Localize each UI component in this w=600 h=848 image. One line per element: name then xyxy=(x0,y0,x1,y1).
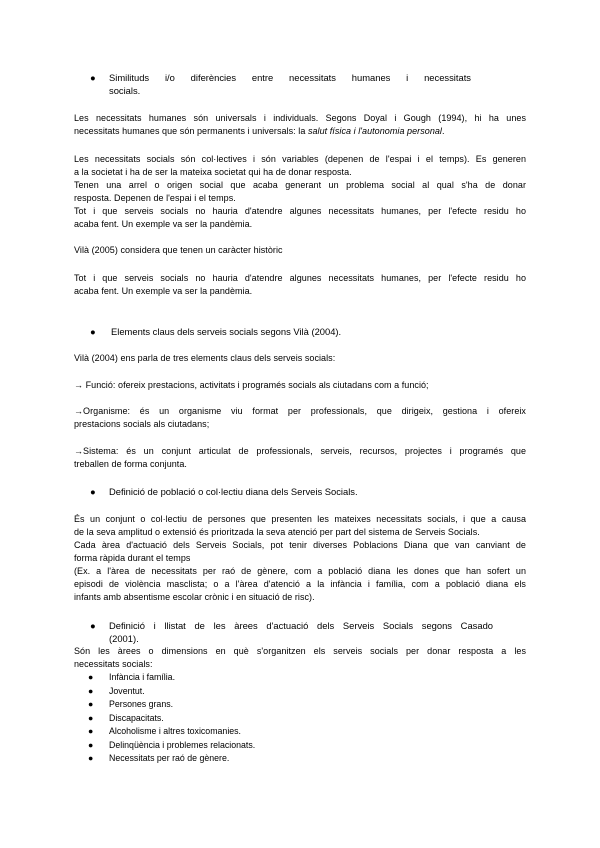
action-areas-list xyxy=(90,671,390,771)
heading-line: socials. xyxy=(109,85,141,96)
paragraph-residual-effect xyxy=(74,272,526,298)
paragraph-target-population xyxy=(74,513,526,604)
text-line: forma ràpida durant el temps xyxy=(74,553,191,563)
text-line: Les necessitats humanes són universals i individuals. Segons Doyal i Gough (1994), hi ha unes xyxy=(74,113,526,123)
paragraph-system xyxy=(74,445,526,471)
list-item-label: Discapacitats. xyxy=(109,712,164,723)
heading-line: Definició de població o col·lectiu diana dels Serveis Socials. xyxy=(109,486,358,497)
bullet-icon: ● xyxy=(90,72,96,83)
text-line: treballen de forma conjunta. xyxy=(74,459,187,469)
list-item-label: Joventut. xyxy=(109,685,145,696)
text-line: Són les àrees o dimensions en què s'organitzen els serveis socials per donar resposta a les xyxy=(74,646,526,656)
list-item-label: Alcoholisme i altres toxicomanies. xyxy=(109,726,242,736)
text-line: resposta. Depenen de l'espai i el temps. xyxy=(74,193,236,203)
italic-text: salut física i l'autonomia personal xyxy=(307,126,442,136)
heading-action-areas xyxy=(90,619,510,647)
text-line: Vilà (2005) considera que tenen un caràcter històric xyxy=(74,245,283,255)
heading-line: Definició i llistat de les àrees d'actuació dels Serveis Socials segons Casado xyxy=(109,620,493,631)
bullet-icon: ● xyxy=(88,726,94,736)
text-line: necessitats socials: xyxy=(74,659,153,669)
text-span: . xyxy=(441,126,445,136)
text-line: de la seva amplitud o extensió és prioritzada la seva atenció per part del sistema de Serveis Socials. xyxy=(74,527,480,537)
bullet-icon: ● xyxy=(90,486,96,497)
bullet-icon: ● xyxy=(88,712,94,723)
text-line: És un conjunt o col·lectiu de persones que presenten les mateixes necessitats socials, i que a causa xyxy=(74,514,526,524)
text-line: → Funció: ofereix prestacions, activitats i programés socials als ciutadans com a funció; xyxy=(74,380,429,390)
heading-line: Elements claus dels serveis socials segons Vilà (2004). xyxy=(111,326,342,337)
paragraph-human-needs xyxy=(74,112,526,138)
heading-line: (2001). xyxy=(109,633,139,644)
list-item-label: Persones grans. xyxy=(109,699,174,709)
text-line: (Ex. a l'àrea de necessitats per raó de gènere, com a població diana les dones que han sofert un xyxy=(74,566,526,576)
text-line: a la societat i ha de ser la mateixa societat qui ha de donar resposta. xyxy=(74,167,352,177)
text-span: necessitats humanes que són permanents i universals: la xyxy=(74,126,308,136)
text-line: Cada àrea d'actuació dels Serveis Socials, pot tenir diverses Poblacions Diana que van canviant de xyxy=(74,540,526,550)
text-line: acaba fent. Un exemple va ser la pandèmia. xyxy=(74,219,253,229)
bullet-icon: ● xyxy=(88,699,94,709)
text-line: acaba fent. Un exemple va ser la pandèmia. xyxy=(74,286,253,296)
text-line: episodi de violència masclista; o a l'àrea d'atenció a la infància i família, com a població diana els xyxy=(74,579,526,589)
heading-line: Similituds i/o diferències entre necessitats humanes i necessitats xyxy=(109,72,471,83)
paragraph-three-elements xyxy=(74,352,526,365)
heading-similarities xyxy=(90,71,490,99)
paragraph-vila-2005 xyxy=(74,244,526,257)
bullet-icon: ● xyxy=(88,753,94,763)
text-line: infants amb absentisme escolar crònic i en situació de risc). xyxy=(74,592,315,602)
bullet-icon: ● xyxy=(90,620,96,631)
heading-target-population xyxy=(90,485,490,499)
paragraph-organism xyxy=(74,405,526,431)
text-line: Tot i que serveis socials no hauria d'atendre algunes necessitats humanes, per l'efecte residu ho xyxy=(74,273,526,283)
bullet-icon: ● xyxy=(88,672,94,682)
paragraph-action-areas xyxy=(74,645,526,671)
bullet-icon: ● xyxy=(88,739,94,750)
list-item-label: Infància i família. xyxy=(109,672,176,682)
paragraph-function xyxy=(74,379,526,392)
paragraph-social-needs xyxy=(74,153,526,231)
bullet-icon: ● xyxy=(88,685,94,696)
text-line: Tot i que serveis socials no hauria d'atendre algunes necessitats humanes, per l'efecte residu ho xyxy=(74,206,526,216)
text-line: Les necessitats socials són col·lectives i són variables (depenen de l'espai i el temps). Es generen xyxy=(74,154,526,164)
heading-key-elements xyxy=(90,325,490,339)
text-line: Tenen una arrel o origen social que acaba generant un problema social al qual s'ha de donar xyxy=(74,180,526,190)
text-line: prestacions socials als ciutadans; xyxy=(74,419,210,429)
list-item-label: Necessitats per raó de gènere. xyxy=(109,753,230,763)
text-line: →Sistema: és un conjunt articulat de professionals, serveis, recursos, projectes i programés que xyxy=(74,446,526,456)
text-line: →Organisme: és un organisme viu format per professionals, que dirigeix, gestiona i ofereix xyxy=(74,406,526,416)
text-line xyxy=(74,125,526,138)
text-line: Vilà (2004) ens parla de tres elements claus dels serveis socials: xyxy=(74,353,336,363)
bullet-icon: ● xyxy=(90,326,96,337)
list-item-label: Delinqüència i problemes relacionats. xyxy=(109,739,256,750)
